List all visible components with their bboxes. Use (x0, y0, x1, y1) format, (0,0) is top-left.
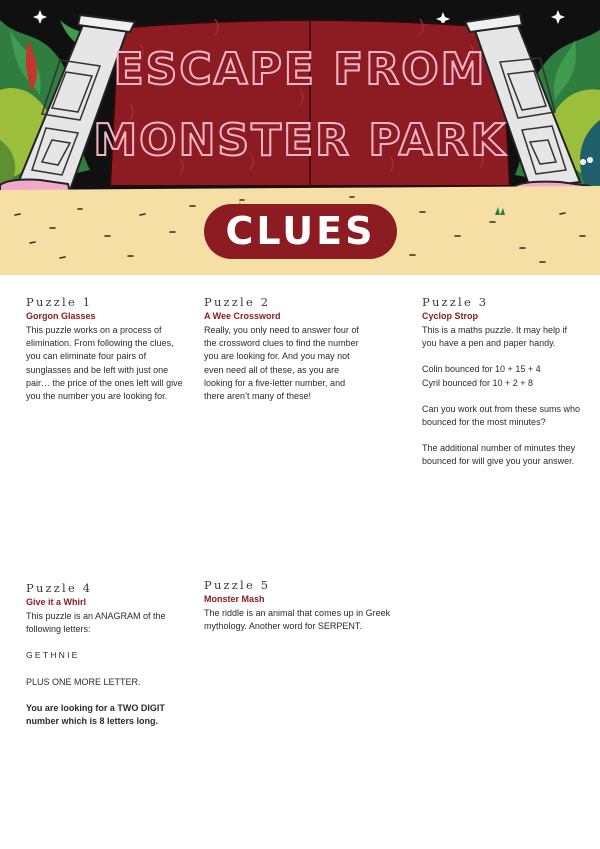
anagram-letters: GETHNIE (26, 650, 80, 661)
puzzle-clue-text: Really, you only need to answer four of the crossword clues to find the number you are looking for. And you may not even need all of these, as you are looking for a five-letter number, and there aren’t many of these! (204, 325, 359, 402)
puzzle-1-section (26, 294, 186, 403)
puzzle-name: Cyclop Strop (422, 311, 479, 321)
puzzle-2-section (204, 294, 364, 403)
puzzle-name: Monster Mash (204, 594, 265, 604)
puzzle-hint: The additional number of minutes they bounced for will give you your answer. (422, 443, 576, 467)
puzzle-hint: You are looking for a TWO DIGIT number which is 8 letters long. (26, 702, 165, 727)
header-illustration (0, 0, 600, 275)
puzzle-clue-text: This puzzle works on a process of elimination. From following the clues, you can eliminate four pairs of sunglasses and be left with just one pair… the price of the ones left will give you the number you are looking for. (26, 325, 183, 402)
puzzle-5-section (204, 577, 394, 633)
puzzle-number: Puzzle 3 (422, 295, 489, 309)
puzzle-sum-cyril: Cyril bounced for 10 + 2 + 8 (422, 377, 534, 388)
puzzle-number: Puzzle 2 (204, 295, 271, 309)
puzzle-name: A Wee Crossword (204, 311, 281, 321)
puzzle-number: Puzzle 1 (26, 295, 93, 309)
puzzle-question: Can you work out from these sums who bounced for the most minutes? (422, 403, 581, 428)
puzzle-extra-letter: PLUS ONE MORE LETTER. (26, 676, 141, 687)
clues-badge: CLUES (204, 204, 397, 259)
puzzle-number: Puzzle 5 (204, 578, 271, 592)
puzzle-4-section (26, 580, 166, 728)
puzzle-3-section (422, 294, 582, 469)
title-line-1: ESCAPE FROM (113, 44, 487, 95)
puzzle-number: Puzzle 4 (26, 581, 93, 595)
puzzle-clue-text: The riddle is an animal that comes up in Greek mythology. Another word for SERPENT. (204, 608, 391, 632)
puzzle-name: Give it a Whirl (26, 597, 87, 607)
puzzle-sum-colin: Colin bounced for 10 + 15 + 4 (422, 364, 541, 375)
puzzle-name: Gorgon Glasses (26, 311, 96, 321)
puzzle-clue-text: This is a maths puzzle. It may help if you have a pen and paper handy. (422, 325, 568, 349)
title-line-2: MONSTER PARK (93, 115, 507, 166)
puzzle-clue-text: This puzzle is an ANAGRAM of the following letters: (26, 611, 166, 635)
